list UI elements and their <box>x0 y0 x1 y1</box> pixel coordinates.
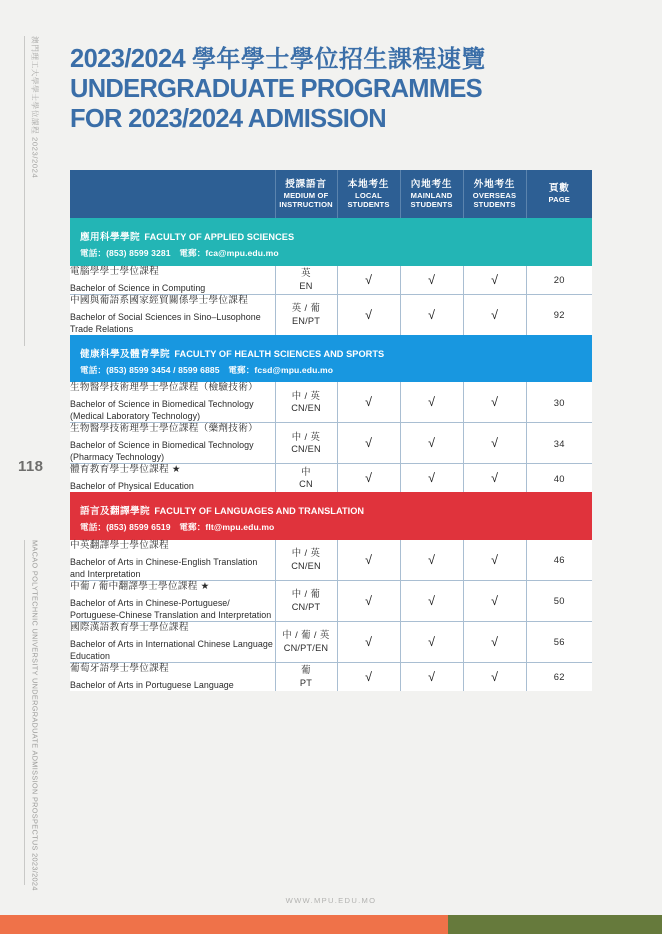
column-header-local-en: LOCAL STUDENTS <box>347 190 390 209</box>
moi-en: PT <box>299 677 313 688</box>
faculty-name-en: FACULTY OF APPLIED SCIENCES <box>144 232 295 242</box>
mainland-students-check: √ <box>400 580 463 621</box>
column-header-moi-en: MEDIUM OF INSTRUCTION <box>279 190 333 209</box>
title-line-2: UNDERGRADUATE PROGRAMMES <box>70 75 482 104</box>
column-header-mainland-en: MAINLAND STUDENTS <box>410 190 453 209</box>
column-header-page-cn: 頁數 <box>548 183 570 195</box>
programme-page-number: 56 <box>526 621 592 662</box>
programme-name-en: Bachelor of Physical Education <box>70 481 194 492</box>
footer-color-bars <box>0 915 662 934</box>
programme-name-en: Bachelor of Arts in Portuguese Language <box>70 679 234 690</box>
table-row[interactable] <box>70 662 592 690</box>
medium-of-instruction-cell <box>275 294 337 334</box>
medium-of-instruction-cell <box>275 464 337 492</box>
column-header-local-cn: 本地考生 <box>347 178 390 190</box>
table-row[interactable] <box>70 423 592 464</box>
column-header-mainland-cn: 內地考生 <box>410 178 453 190</box>
faculty-band <box>70 218 592 266</box>
spine-running-head-bottom <box>24 540 42 891</box>
overseas-students-check: √ <box>463 540 526 580</box>
programme-name-cn: 體育教育學士學位課程 ★ <box>70 464 181 476</box>
local-students-check: √ <box>337 294 400 334</box>
faculty-band <box>70 492 592 540</box>
programme-page-number: 92 <box>526 294 592 334</box>
column-header-mainland-students <box>400 170 463 218</box>
programme-name-en: Bachelor of Arts in International Chinese Language Education <box>70 638 273 661</box>
mainland-students-check: √ <box>400 423 463 464</box>
page-title <box>70 44 595 134</box>
programme-name-cn: 中英翻譯學士學位課程 <box>70 539 169 551</box>
medium-of-instruction-cell <box>275 621 337 662</box>
moi-en: EN <box>299 280 313 291</box>
table-header-row <box>70 170 592 218</box>
faculty-title <box>80 498 592 521</box>
mainland-students-check: √ <box>400 464 463 492</box>
faculty-band-cell <box>70 335 592 383</box>
mainland-students-check: √ <box>400 621 463 662</box>
programme-page-number: 46 <box>526 540 592 580</box>
programme-name-cell <box>70 294 275 334</box>
spine-running-head-top <box>24 36 42 346</box>
local-students-check: √ <box>337 540 400 580</box>
moi-cn: 中 <box>301 465 311 477</box>
moi-cn: 中 / 葡 / 英 <box>282 629 330 641</box>
moi-en: CN/EN <box>291 444 321 455</box>
programme-name-en: Bachelor of Social Sciences in Sino–Lusophone Trade Relations <box>70 311 261 334</box>
programmes-table <box>70 170 592 691</box>
programme-name-cell <box>70 540 275 580</box>
table-row[interactable] <box>70 621 592 662</box>
mainland-students-check: √ <box>400 266 463 294</box>
programme-name-cell <box>70 382 275 422</box>
moi-cn: 英 <box>301 267 311 279</box>
programme-name-en: Bachelor of Science in Biomedical Technology (Pharmacy Technology) <box>70 440 254 463</box>
moi-cn: 中 / 英 <box>291 547 321 559</box>
faculty-name-cn: 健康科學及體育學院 <box>80 348 170 360</box>
table-row[interactable] <box>70 540 592 580</box>
medium-of-instruction-cell <box>275 662 337 690</box>
moi-en: EN/PT <box>291 315 321 326</box>
footer-bar-green <box>448 915 662 934</box>
local-students-check: √ <box>337 423 400 464</box>
overseas-students-check: √ <box>463 294 526 334</box>
medium-of-instruction-cell <box>275 540 337 580</box>
programme-name-cell <box>70 464 275 492</box>
spine-text-english: MACAO POLYTECHNIC UNIVERSITY UNDERGRADUATE ADMISSION PROSPECTUS 2023/2024 <box>30 540 40 891</box>
programme-name-cell <box>70 423 275 464</box>
faculty-title <box>80 224 592 247</box>
moi-en: CN <box>299 479 313 490</box>
title-line-3: FOR 2023/2024 ADMISSION <box>70 105 386 134</box>
title-chinese: 學年學士學位招生課程速覽 <box>191 46 486 73</box>
local-students-check: √ <box>337 382 400 422</box>
column-header-medium-of-instruction <box>275 170 337 218</box>
overseas-students-check: √ <box>463 382 526 422</box>
faculty-contact: 電話：(853) 8599 3281 電郵：fca@mpu.edu.mo <box>80 248 279 259</box>
programme-name-en: Bachelor of Arts in Chinese-English Translation and Interpretation <box>70 556 258 579</box>
footer-bar-orange <box>0 915 448 934</box>
programme-page-number: 62 <box>526 662 592 690</box>
faculty-name-cn: 語言及翻譯學院 <box>80 506 150 518</box>
programme-name-en: Bachelor of Science in Computing <box>70 282 206 293</box>
spine-text-chinese: 澳門理工大學學士學位課程 2023/2024 <box>30 36 40 179</box>
table-row[interactable] <box>70 580 592 621</box>
moi-en: CN/EN <box>291 403 321 414</box>
moi-en: CN/PT/EN <box>283 642 329 653</box>
faculty-band-cell <box>70 218 592 266</box>
table-row[interactable] <box>70 464 592 492</box>
column-header-programme <box>70 170 275 218</box>
faculty-title <box>80 341 592 364</box>
moi-en: CN/PT <box>291 601 321 612</box>
programme-name-cn: 生物醫學技術理學士學位課程（藥劑技術） <box>70 423 258 435</box>
mainland-students-check: √ <box>400 382 463 422</box>
medium-of-instruction-cell <box>275 382 337 422</box>
moi-en: CN/EN <box>291 560 321 571</box>
local-students-check: √ <box>337 662 400 690</box>
faculty-contact: 電話：(853) 8599 6519 電郵：flt@mpu.edu.mo <box>80 522 275 533</box>
faculty-name-en: FACULTY OF HEALTH SCIENCES AND SPORTS <box>174 348 385 359</box>
overseas-students-check: √ <box>463 464 526 492</box>
medium-of-instruction-cell <box>275 580 337 621</box>
moi-cn: 中 / 英 <box>291 430 321 442</box>
overseas-students-check: √ <box>463 580 526 621</box>
local-students-check: √ <box>337 464 400 492</box>
column-header-overseas-cn: 外地考生 <box>473 178 516 190</box>
medium-of-instruction-cell <box>275 423 337 464</box>
faculty-band <box>70 335 592 383</box>
programme-name-cell <box>70 662 275 690</box>
programme-name-cn: 中葡 / 葡中翻譯學士學位課程 ★ <box>70 580 210 592</box>
programme-page-number: 20 <box>526 266 592 294</box>
column-header-overseas-students <box>463 170 526 218</box>
moi-cn: 中 / 葡 <box>291 588 321 600</box>
overseas-students-check: √ <box>463 662 526 690</box>
medium-of-instruction-cell <box>275 266 337 294</box>
table-row[interactable] <box>70 382 592 422</box>
overseas-students-check: √ <box>463 423 526 464</box>
local-students-check: √ <box>337 580 400 621</box>
faculty-band-cell <box>70 492 592 540</box>
programme-page-number: 34 <box>526 423 592 464</box>
column-header-overseas-en: OVERSEAS STUDENTS <box>472 190 517 209</box>
table-body <box>70 218 592 691</box>
programme-page-number: 40 <box>526 464 592 492</box>
programme-name-cn: 中國與葡語系國家經貿關係學士學位課程 <box>70 294 249 306</box>
mainland-students-check: √ <box>400 294 463 334</box>
column-header-page <box>526 170 592 218</box>
programme-name-cell <box>70 621 275 662</box>
footer-website-url[interactable]: WWW.MPU.EDU.MO <box>285 896 377 905</box>
programme-name-en: Bachelor of Science in Biomedical Technology (Medical Laboratory Technology) <box>70 399 254 422</box>
overseas-students-check: √ <box>463 621 526 662</box>
programme-name-en: Bachelor of Arts in Chinese-Portuguese/ Portuguese-Chinese Translation and Interpretation <box>70 597 272 620</box>
mainland-students-check: √ <box>400 662 463 690</box>
local-students-check: √ <box>337 266 400 294</box>
overseas-students-check: √ <box>463 266 526 294</box>
column-header-page-en: PAGE <box>548 195 571 205</box>
page-number: 118 <box>18 458 44 475</box>
moi-cn: 葡 <box>301 664 311 676</box>
programme-name-cell <box>70 580 275 621</box>
table-row[interactable] <box>70 294 592 334</box>
programme-name-cell <box>70 266 275 294</box>
programme-name-cn: 國際漢語教育學士學位課程 <box>70 621 189 633</box>
programme-page-number: 50 <box>526 580 592 621</box>
faculty-contact: 電話：(853) 8599 3454 / 8599 6885 電郵：fcsd@mpu.edu.mo <box>80 364 334 375</box>
title-line-1 <box>70 44 595 74</box>
column-header-local-students <box>337 170 400 218</box>
column-header-moi-cn: 授課語言 <box>285 178 327 190</box>
moi-cn: 中 / 英 <box>291 389 321 401</box>
local-students-check: √ <box>337 621 400 662</box>
title-year-range: 2023/2024 <box>70 45 186 73</box>
programme-name-cn: 葡萄牙語學士學位課程 <box>70 662 169 674</box>
table-row[interactable] <box>70 266 592 294</box>
mainland-students-check: √ <box>400 540 463 580</box>
programme-name-cn: 電腦學學士學位課程 <box>70 265 160 277</box>
faculty-name-cn: 應用科學學院 <box>80 232 140 243</box>
moi-cn: 英 / 葡 <box>291 302 321 314</box>
faculty-name-en: FACULTY OF LANGUAGES AND TRANSLATION <box>154 506 365 517</box>
programme-name-cn: 生物醫學技術理學士學位課程（檢驗技術） <box>70 382 258 394</box>
programme-page-number: 30 <box>526 382 592 422</box>
